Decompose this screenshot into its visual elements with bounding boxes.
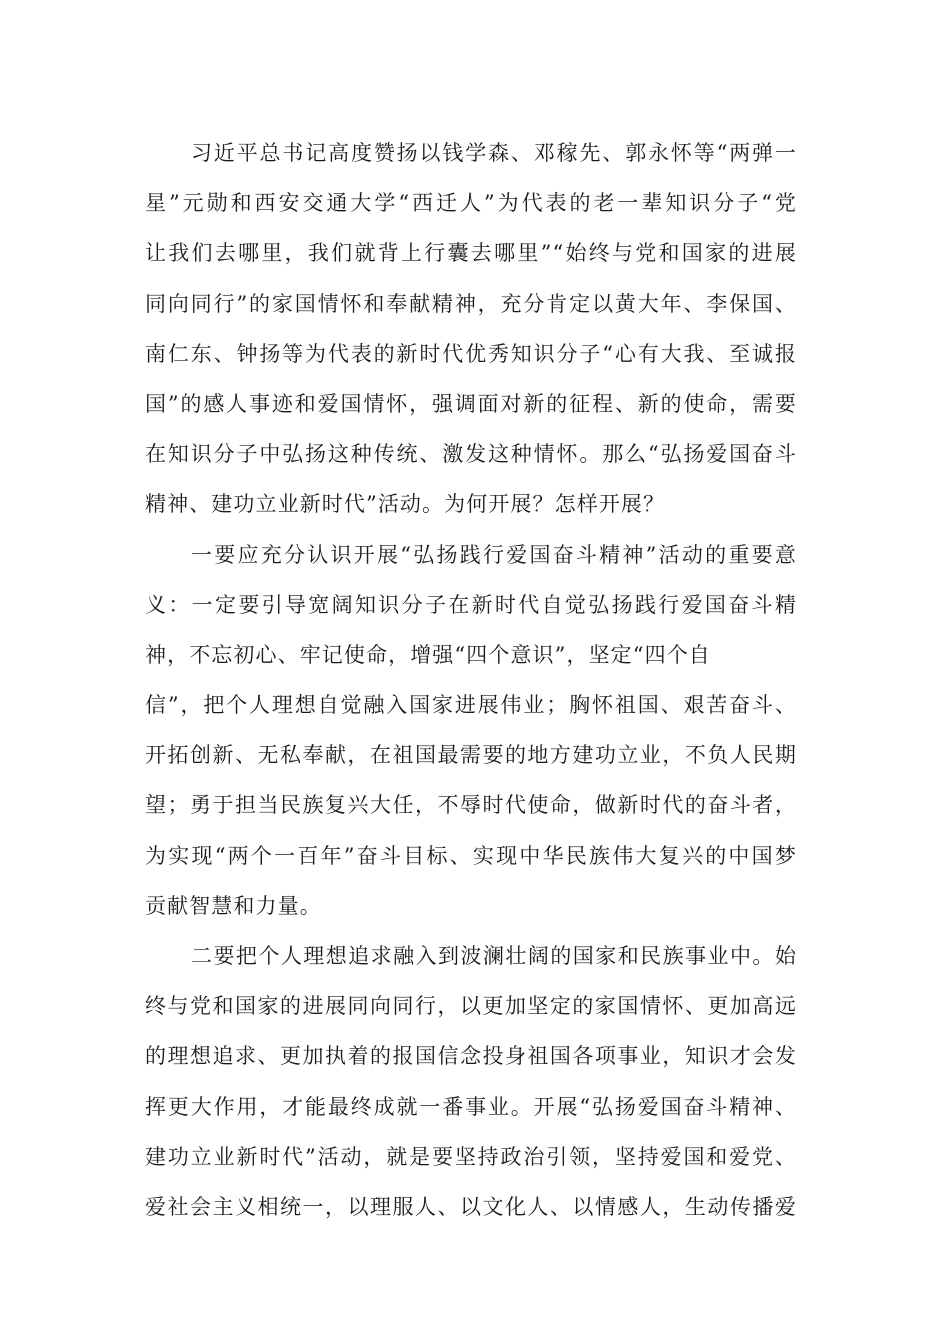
text-line: 开拓创新、无私奉献，在祖国最需要的地方建功立业，不负人民期: [145, 743, 797, 768]
text-line: 终与党和国家的进展同向同行，以更加坚定的家国情怀、更加高远: [145, 994, 797, 1019]
text-line: 一要应充分认识开展“弘扬践行爱国奋斗精神”活动的重要意: [191, 542, 797, 567]
text-line: 让我们去哪里，我们就背上行囊去哪里”“始终与党和国家的进展: [145, 241, 797, 266]
text-line: 爱社会主义相统一，以理服人、以文化人、以情感人，生动传播爱: [145, 1194, 797, 1219]
text-line: 国”的感人事迹和爱国情怀，强调面对新的征程、新的使命，需要: [145, 391, 797, 416]
text-line: 习近平总书记高度赞扬以钱学森、邓稼先、郭永怀等“两弹一: [191, 141, 797, 165]
text-line: 为实现“两个一百年”奋斗目标、实现中华民族伟大复兴的中国梦: [145, 843, 797, 868]
text-line: 在知识分子中弘扬这种传统、激发这种情怀。那么“弘扬爱国奋斗: [145, 442, 797, 467]
text-line: 信”，把个人理想自觉融入国家进展伟业；胸怀祖国、艰苦奋斗、: [145, 693, 797, 718]
text-line: 同向同行”的家国情怀和奉献精神，充分肯定以黄大年、李保国、: [145, 291, 797, 316]
text-line: 南仁东、钟扬等为代表的新时代优秀知识分子“心有大我、至诚报: [145, 341, 797, 366]
text-line: 星”元勋和西安交通大学“西迁人”为代表的老一辈知识分子“党: [145, 191, 797, 216]
paragraph-1: [145, 128, 797, 530]
text-line: 望；勇于担当民族复兴大任，不辱时代使命，做新时代的奋斗者，: [145, 793, 797, 818]
paragraph-3: [145, 931, 797, 1232]
text-line: 贡献智慧和力量。: [145, 893, 322, 918]
text-line: 精神、建功立业新时代”活动。为何开展？怎样开展？: [145, 492, 666, 517]
text-line: 建功立业新时代”活动，就是要坚持政治引领，坚持爱国和爱党、: [145, 1144, 797, 1169]
text-line: 的理想追求、更加执着的报国信念投身祖国各项事业，知识才会发: [145, 1044, 797, 1069]
document-body: [145, 128, 797, 1232]
text-line: 挥更大作用，才能最终成就一番事业。开展“弘扬爱国奋斗精神、: [145, 1094, 797, 1119]
paragraph-2: [145, 530, 797, 932]
text-line: 二要把个人理想追求融入到波澜壮阔的国家和民族事业中。始: [191, 944, 797, 968]
text-line: 神，不忘初心、牢记使命，增强“四个意识”，坚定“四个自: [145, 642, 711, 667]
text-line: 义：一定要引导宽阔知识分子在新时代自觉弘扬践行爱国奋斗精: [145, 592, 797, 617]
